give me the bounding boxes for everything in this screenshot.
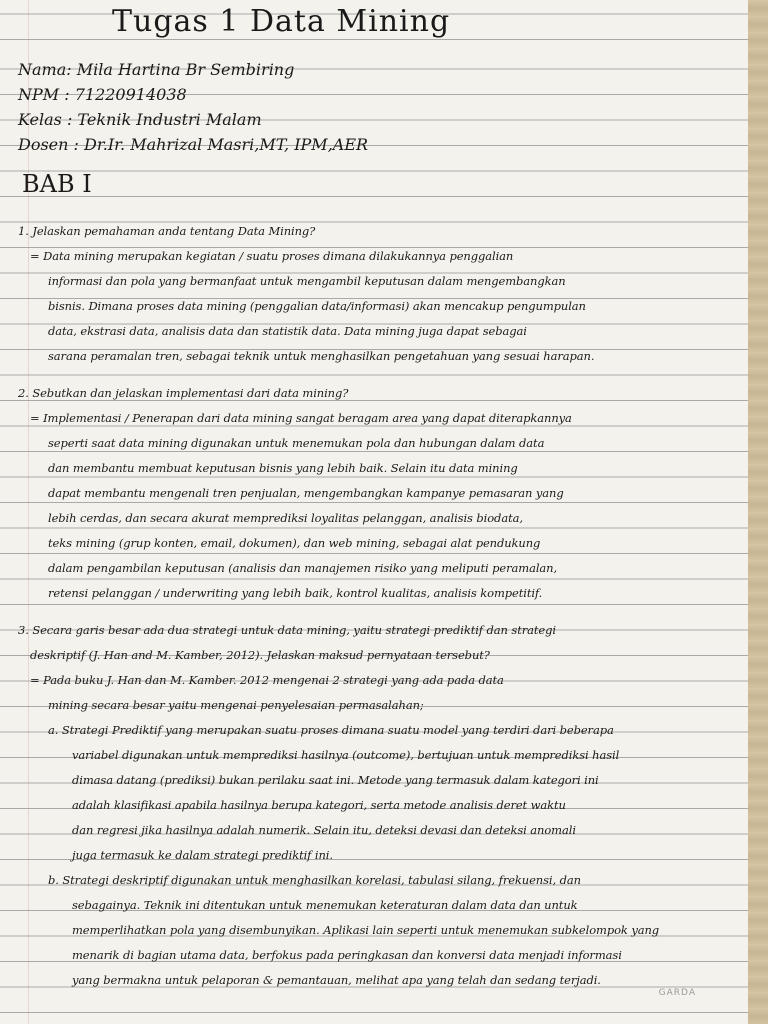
answer-line: informasi dan pola yang bermanfaat untuk mengambil keputusan dalam mengembangkan xyxy=(48,274,566,288)
answer-line: memperlihatkan pola yang disembunyikan. Aplikasi lain seperti untuk menemukan subkelompok yang xyxy=(72,923,660,937)
lecturer-name: Dosen : Dr.Ir. Mahrizal Masri,MT, IPM,AER xyxy=(18,135,369,154)
answer-line: bisnis. Dimana proses data mining (penggalian data/informasi) akan mencakup pengumpulan xyxy=(48,299,586,313)
answer-point-a: a. Strategi Prediktif yang merupakan suatu proses dimana suatu model yang terdiri dari beberapa xyxy=(48,723,614,737)
answer-line: dan membantu membuat keputusan bisnis yang lebih baik. Selain itu data mining xyxy=(48,461,518,475)
answer-line: dalam pengambilan keputusan (analisis dan manajemen risiko yang meliputi peramalan, xyxy=(48,561,558,575)
question-1: 1. Jelaskan pemahaman anda tentang Data Mining? xyxy=(18,224,316,238)
student-name: Nama: Mila Hartina Br Sembiring xyxy=(18,60,295,79)
answer-point-b: b. Strategi deskriptif digunakan untuk menghasilkan korelasi, tabulasi silang, frekuensi, dan xyxy=(48,873,581,887)
student-class: Kelas : Teknik Industri Malam xyxy=(18,110,262,129)
answer-line: = Data mining merupakan kegiatan / suatu proses dimana dilakukannya penggalian xyxy=(30,249,514,263)
desk-surface xyxy=(748,0,768,1024)
answer-line: menarik di bagian utama data, berfokus pada peringkasan dan konversi data menjadi informasi xyxy=(72,948,622,962)
answer-line: = Pada buku J. Han dan M. Kamber. 2012 mengenai 2 strategi yang ada pada data xyxy=(30,673,504,687)
answer-line: sarana peramalan tren, sebagai teknik untuk menghasilkan pengetahuan yang sesuai harapan. xyxy=(48,349,595,363)
answer-line: adalah klasifikasi apabila hasilnya berupa kategori, serta metode analisis deret waktu xyxy=(72,798,566,812)
answer-line: teks mining (grup konten, email, dokumen), dan web mining, sebagai alat pendukung xyxy=(48,536,541,550)
answer-line: seperti saat data mining digunakan untuk menemukan pola dan hubungan dalam data xyxy=(48,436,545,450)
answer-line: mining secara besar yaitu mengenai penyelesaian permasalahan; xyxy=(48,698,424,712)
answer-line: sebagainya. Teknik ini ditentukan untuk menemukan keteraturan dalam data dan untuk xyxy=(72,898,578,912)
question-2: 2. Sebutkan dan jelaskan implementasi dari data mining? xyxy=(18,386,349,400)
answer-line: lebih cerdas, dan secara akurat memprediksi loyalitas pelanggan, analisis biodata, xyxy=(48,511,523,525)
answer-line: yang bermakna untuk pelaporan & pemantauan, melihat apa yang telah dan sedang terjadi. xyxy=(72,973,601,987)
answer-line: variabel digunakan untuk memprediksi hasilnya (outcome), bertujuan untuk memprediksi hasil xyxy=(72,748,620,762)
answer-line: = Implementasi / Penerapan dari data mining sangat beragam area yang dapat diterapkannya xyxy=(30,411,572,425)
answer-line: retensi pelanggan / underwriting yang lebih baik, kontrol kualitas, analisis kompetitif. xyxy=(48,586,543,600)
answer-line: juga termasuk ke dalam strategi prediktif ini. xyxy=(72,848,333,862)
student-npm: NPM : 71220914038 xyxy=(18,85,187,104)
answer-line: dan regresi jika hasilnya adalah numerik. Selain itu, deteksi devasi dan deteksi anomali xyxy=(72,823,576,837)
answer-line: data, ekstrasi data, analisis data dan statistik data. Data mining juga dapat sebagai xyxy=(48,324,527,338)
question-3: 3. Secara garis besar ada dua strategi untuk data mining, yaitu strategi prediktif dan strategi xyxy=(18,623,556,637)
paper-brand-watermark: GARDA xyxy=(658,988,696,998)
chapter-heading: BAB I xyxy=(22,170,92,198)
question-3-continued: deskriptif (J. Han and M. Kamber, 2012). Jelaskan maksud pernyataan tersebut? xyxy=(30,648,490,662)
answer-line: dapat membantu mengenali tren penjualan, mengembangkan kampanye pemasaran yang xyxy=(48,486,564,500)
answer-line: dimasa datang (prediksi) bukan perilaku saat ini. Metode yang termasuk dalam kategori ini xyxy=(72,773,599,787)
page-title: Tugas 1 Data Mining xyxy=(112,4,451,39)
